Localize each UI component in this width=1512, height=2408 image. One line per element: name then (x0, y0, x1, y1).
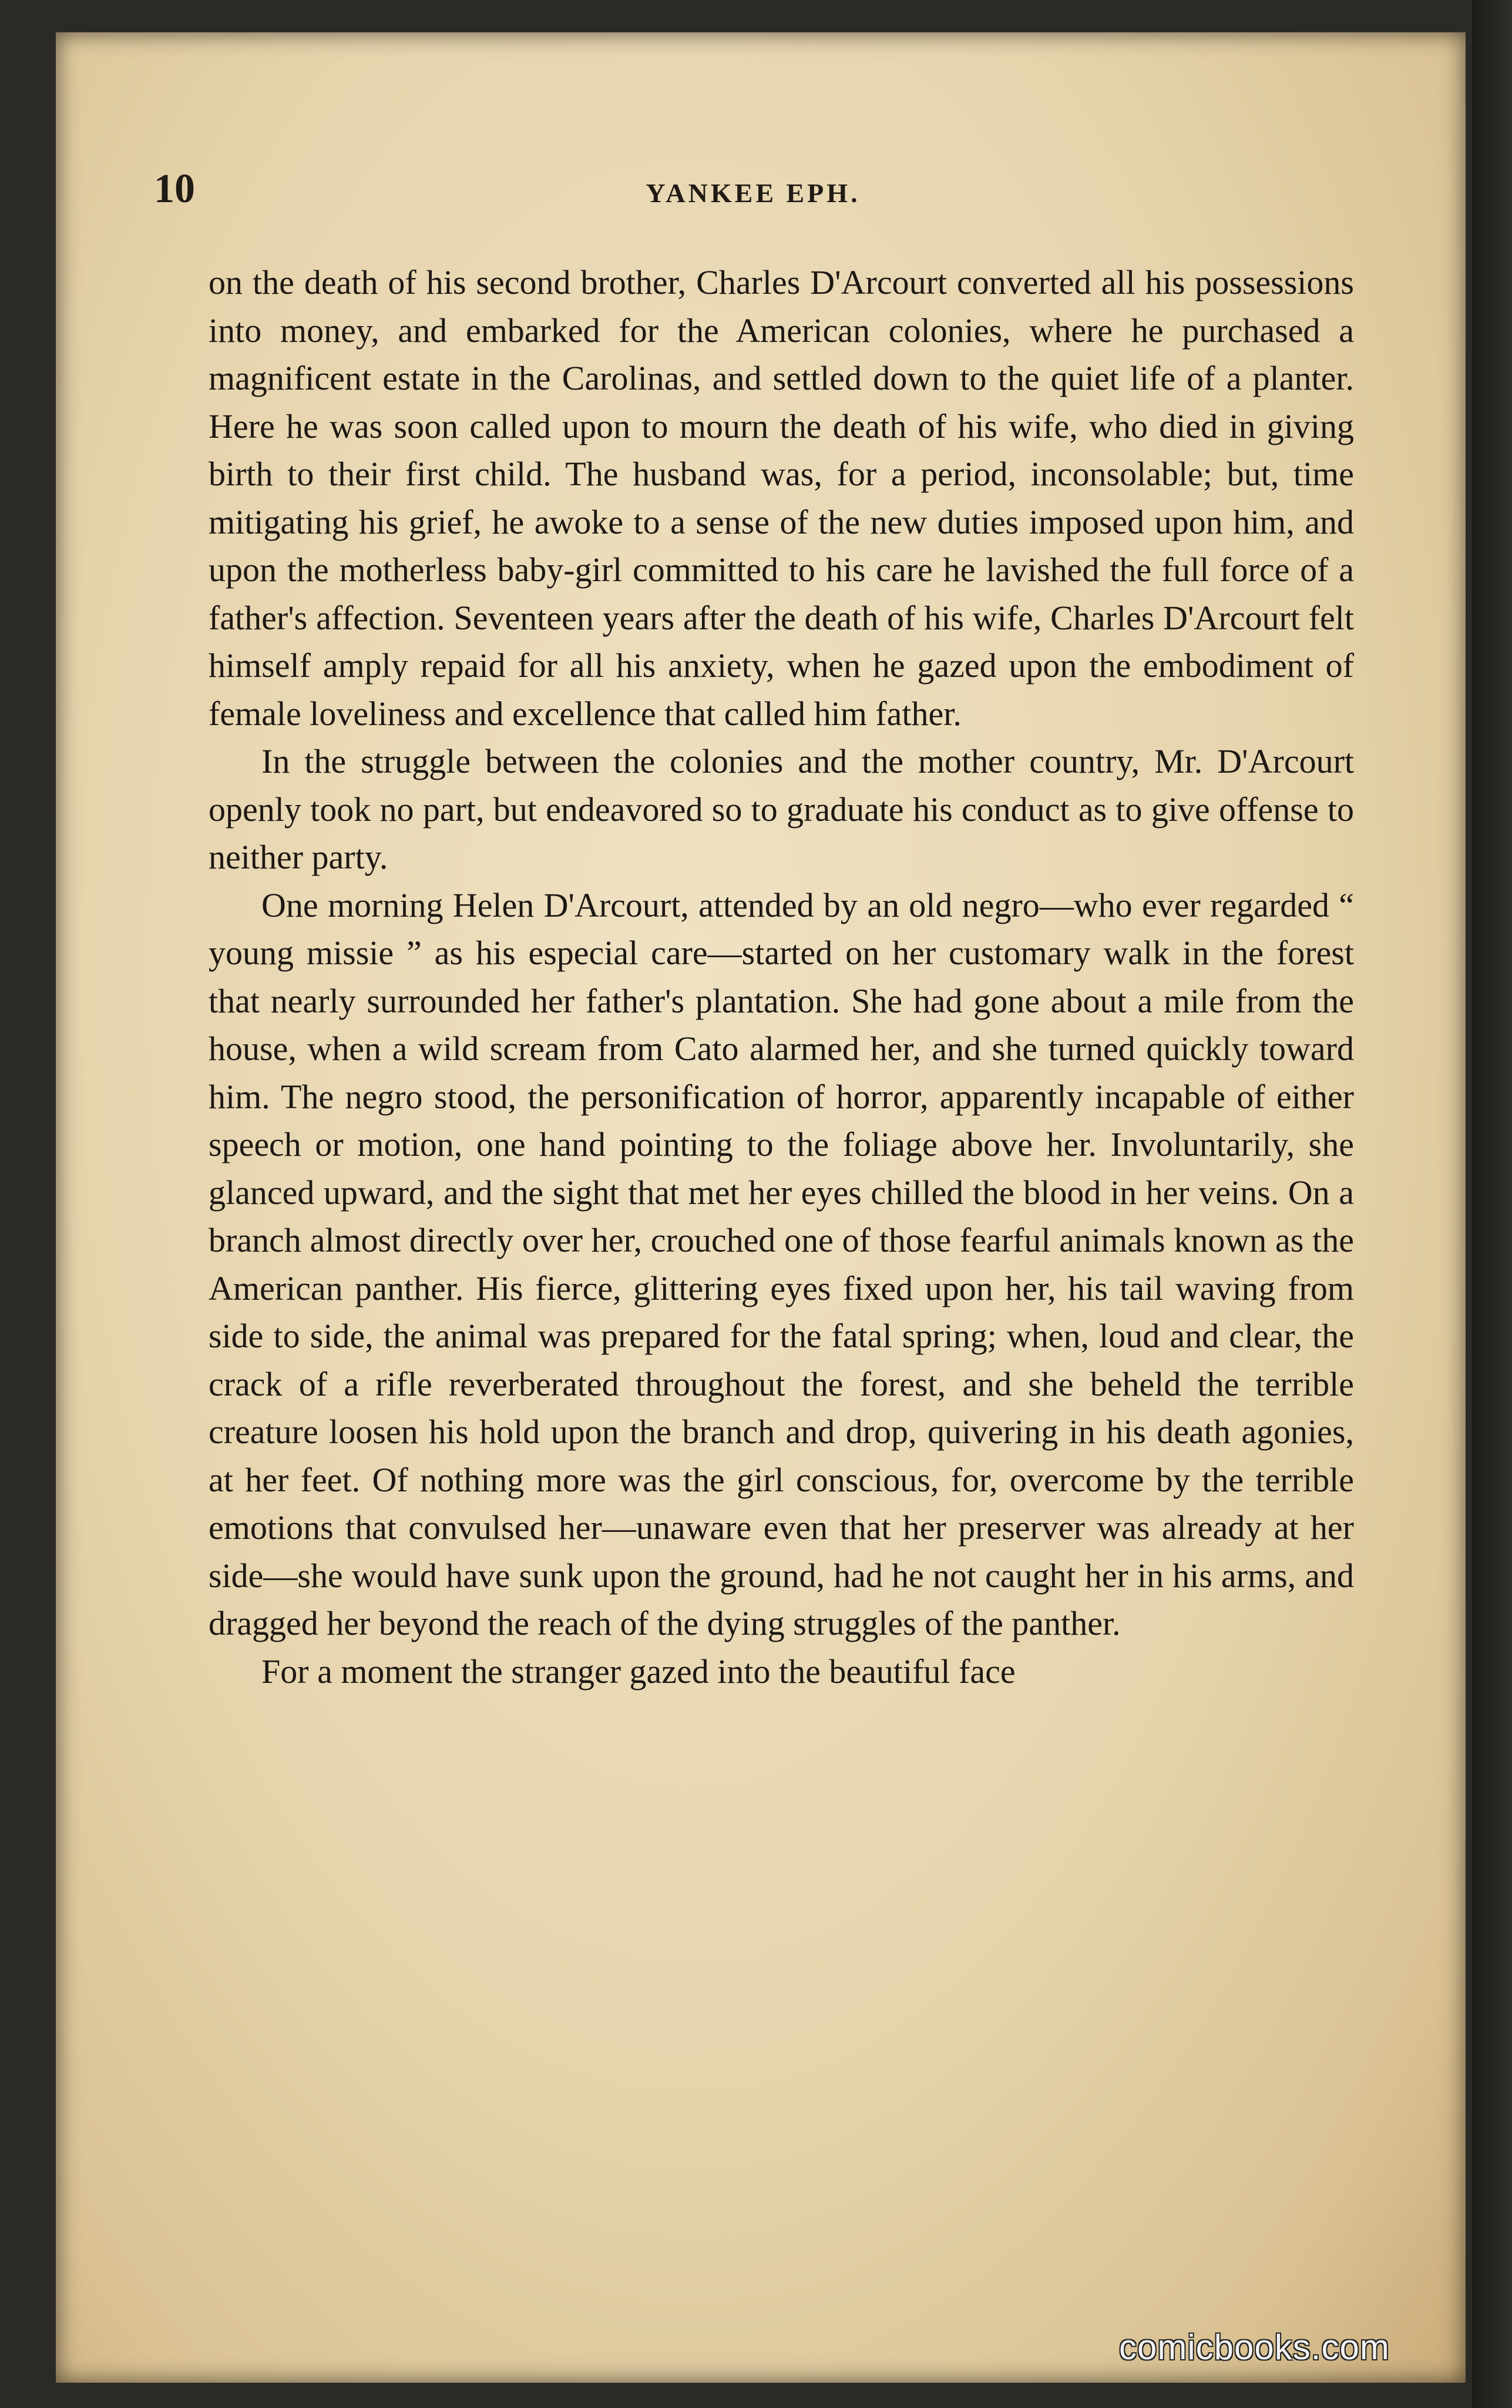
page-number: 10 (154, 166, 195, 212)
paragraph-3: One morning Helen D'Arcourt, attended by an old negro—who ever regarded “ young missie ” as his especial care—started on her customary walk in the forest that nearly surrounded her father's plantation. She had gone about a mile from the house, when a wild scream from Cato alarmed her, and she turned quickly toward him. The negro stood, the personification of horror, apparently incapable of either speech or motion, one hand pointing to the foliage above her. Involuntarily, she glanced upward, and the sight that met her eyes chilled the blood in her veins. On a branch almost directly over her, crouched one of those fearful animals known as the American panther. His fierce, glittering eyes fixed upon her, his tail waving from side to side, the animal was prepared for the fatal spring; when, loud and clear, the crack of a rifle reverberated throughout the forest, and she beheld the terrible creature loosen his hold upon the branch and drop, quivering in his death agonies, at her feet. Of nothing more was the girl conscious, for, overcome by the terrible emotions that convulsed her—unaware even that her preserver was already at her side—she would have sunk upon the ground, had he not caught her in his arms, and dragged her beyond the reach of the dying struggles of the panther. (209, 886, 1354, 1642)
page-header (154, 166, 1352, 219)
paragraph-4: For a moment the stranger gazed into the beautiful face (261, 1652, 1016, 1691)
paragraph-2: In the struggle between the colonies and the mother country, Mr. D'Arcourt openly took no part, but endeavored so to graduate his conduct as to give offense to neither party. (209, 742, 1354, 876)
paragraph-1: on the death of his second brother, Charles D'Arcourt converted all his possessions into money, and embarked for the American colonies, where he purchased a magnificent estate in the Carolinas, and settled down to the quiet life of a planter. Here he was soon called upon to mourn the death of his wife, who died in giving birth to their first child. The husband was, for a period, inconsolable; but, time mitigating his grief, he awoke to a sense of the new duties imposed upon him, and upon the motherless baby-girl committed to his care he lavished the full force of a father's affection. Seventeen years after the death of his wife, Charles D'Arcourt felt himself amply repaid for all his anxiety, when he gazed upon the embodiment of female loveliness and excellence that called him father. (209, 263, 1354, 733)
watermark: comicbooks.com (1119, 2327, 1390, 2367)
book-edge (1472, 0, 1512, 2408)
running-head: YANKEE EPH. (646, 178, 861, 208)
body-text (209, 259, 1354, 1695)
